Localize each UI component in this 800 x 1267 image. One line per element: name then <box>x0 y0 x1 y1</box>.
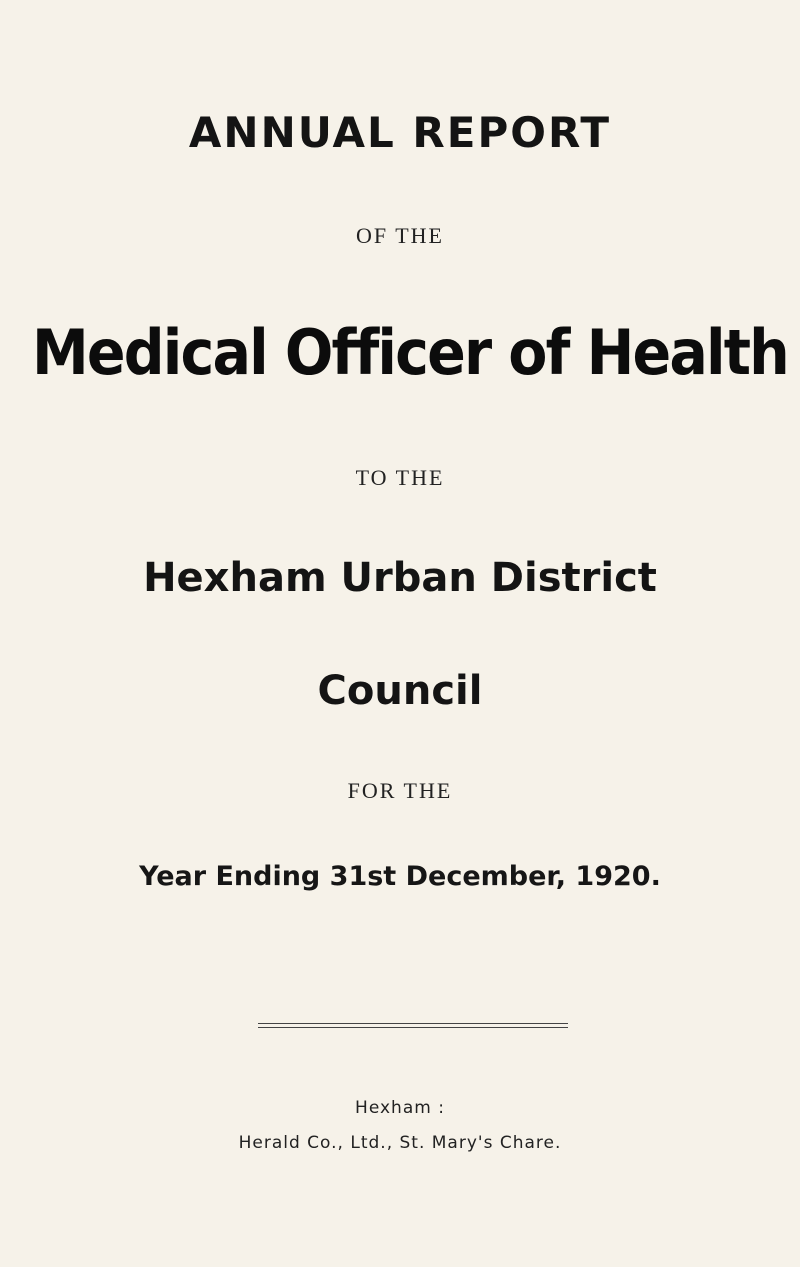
to-the-connector: TO THE <box>355 465 445 490</box>
imprint-place: Hexham : <box>355 1098 445 1118</box>
council-heading: Council <box>317 668 483 714</box>
medical-officer-heading: Medical Officer of Health <box>32 316 788 389</box>
annual-report-heading: ANNUAL REPORT <box>188 108 612 157</box>
imprint-printer: Herald Co., Ltd., St. Mary's Chare. <box>238 1133 562 1153</box>
district-heading: Hexham Urban District <box>143 555 657 601</box>
for-the-connector: FOR THE <box>347 778 453 803</box>
reporting-period: Year Ending 31st December, 1920. <box>139 861 661 892</box>
rule-line-bottom <box>258 1027 568 1028</box>
of-the-connector: OF THE <box>356 223 444 248</box>
rule-line-top <box>258 1023 568 1024</box>
double-rule-divider <box>258 1023 568 1029</box>
